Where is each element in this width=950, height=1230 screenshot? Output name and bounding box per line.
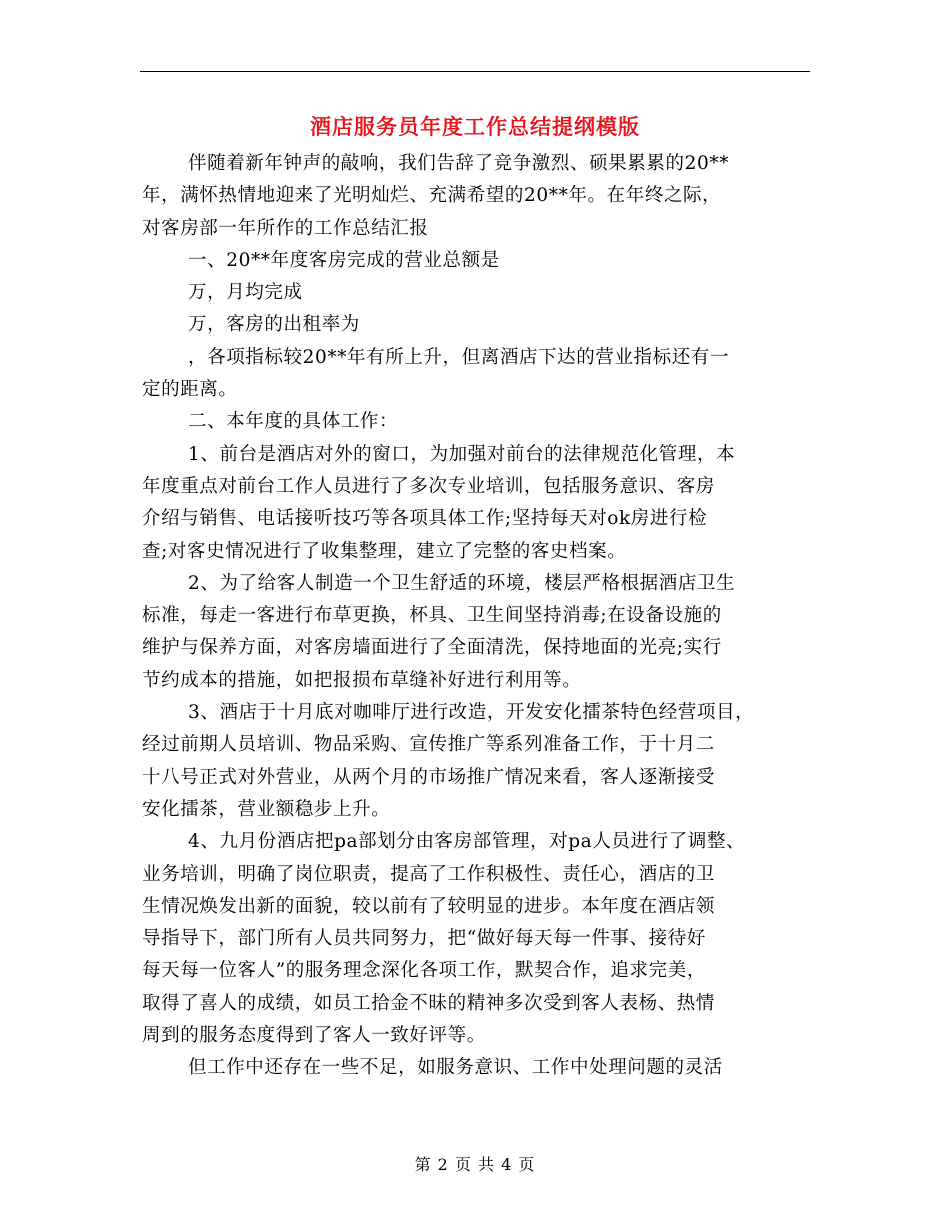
text-line: 十八号正式对外营业，从两个月的市场推广情况来看，客人逐渐接受 [142,766,716,788]
page-number-footer: 第 2 页 共 4 页 [414,1155,536,1174]
text-line: 定的距离。 [142,379,238,401]
header-rule [140,71,810,72]
text-line: 业务培训，明确了岗位职责，提高了工作积极性、责任心，酒店的卫 [142,863,716,885]
document-title: 酒店服务员年度工作总结提纲模版 [310,114,640,139]
document-body [142,148,814,1085]
text-line: 万，月均完成 [188,282,303,304]
text-line: 年，满怀热情地迎来了光明灿烂、充满希望的20**年。在年终之际， [142,185,722,207]
text-line: 介绍与销售、电话接听技巧等各项具体工作;坚持每天对ok房进行检 [142,508,708,530]
text-line: 伴随着新年钟声的敲响，我们告辞了竞争激烈、硕果累累的20** [188,153,730,174]
text-line: 查;对客史情况进行了收集整理，建立了完整的客史档案。 [142,540,627,562]
text-line: 每天每一位客人”的服务理念深化各项工作，默契合作，追求完美， [142,960,706,982]
text-line: 二、本年度的具体工作： [188,411,399,433]
text-line: 维护与保养方面，对客房墙面进行了全面清洗，保持地面的光亮;实行 [142,637,722,659]
text-line: 对客房部一年所作的工作总结汇报 [142,217,429,239]
text-line: 一、20**年度客房完成的营业总额是 [188,249,500,271]
text-line: 周到的服务态度得到了客人一致好评等。 [142,1025,486,1047]
text-line: 年度重点对前台工作人员进行了多次专业培训，包括服务意识、客房 [142,475,716,497]
text-line: ，各项指标较20**年有所上升，但离酒店下达的营业指标还有一 [188,346,730,368]
text-line: 导指导下，部门所有人员共同努力，把“做好每天每一件事、接待好 [142,928,706,950]
text-line: 1、前台是酒店对外的窗口，为加强对前台的法律规范化管理，本 [188,443,736,465]
text-line: 2、为了给客人制造一个卫生舒适的环境，楼层严格根据酒店卫生 [188,572,736,594]
text-line: 4、九月份酒店把pa部划分由客房部管理，对pa人员进行了调整、 [188,831,746,853]
text-line: 生情况焕发出新的面貌，较以前有了较明显的进步。本年度在酒店领 [142,895,716,917]
text-line: 万，客房的出租率为 [188,314,360,336]
text-line: 取得了喜人的成绩，如员工拾金不昧的精神多次受到客人表杨、热情 [142,992,716,1014]
text-line: 节约成本的措施，如把报损布草缝补好进行利用等。 [142,669,582,691]
text-line: 经过前期人员培训、物品采购、宣传推广等系列准备工作，于十月二 [142,734,716,756]
text-line: 3、酒店于十月底对咖啡厅进行改造，开发安化擂茶特色经营项目， [188,702,755,724]
text-line: 但工作中还存在一些不足，如服务意识、工作中处理问题的灵活 [188,1057,723,1079]
text-line: 安化擂茶，营业额稳步上升。 [142,798,391,820]
text-line: 标准，每走一客进行布草更换，杯具、卫生间坚持消毒;在设备设施的 [142,605,722,627]
